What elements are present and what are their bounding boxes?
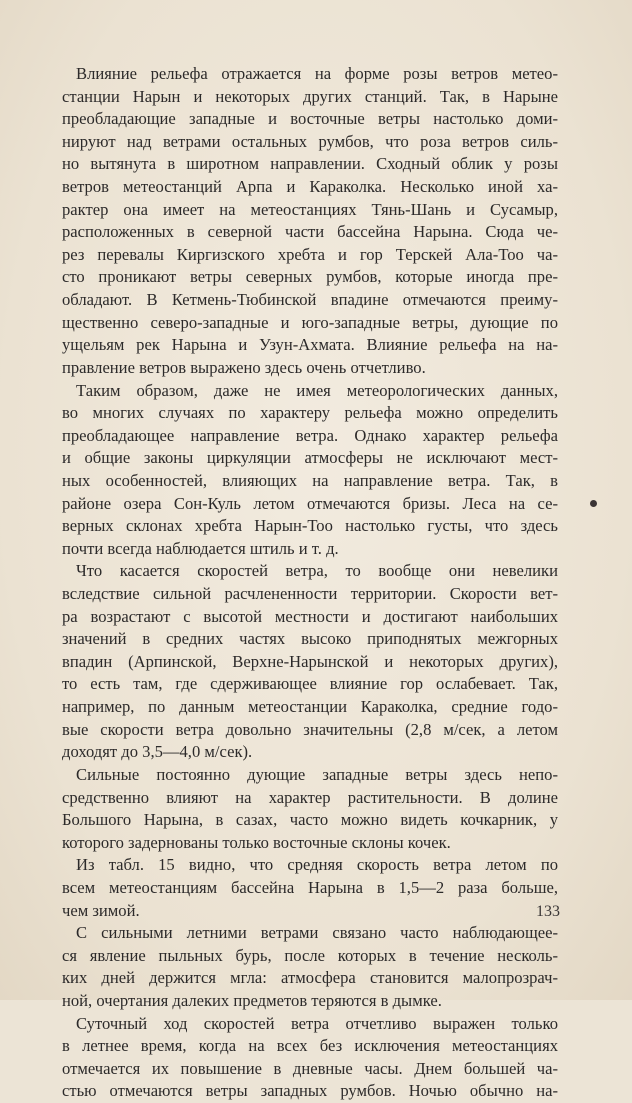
- page-number: 133: [536, 903, 560, 920]
- text-line: впадин (Арпинской, Верхне-Нарынской и некоторых других),: [62, 651, 558, 671]
- text-line: ных особенностей, влияющих на направление ветра. Так, в: [62, 470, 558, 490]
- text-line: рактер она имеет на метеостанциях Тянь-Шань и Сусамыр,: [62, 199, 558, 219]
- text-line: вследствие сильной расчлененности территории. Скорости вет-: [62, 584, 558, 604]
- text-line: щественно северо-западные и юго-западные ветры, дующие по: [62, 312, 558, 332]
- text-line: нируют над ветрами остальных румбов, что роза ветров силь-: [62, 131, 558, 151]
- text-line: во многих случаях по характеру рельефа можно определить: [62, 403, 558, 423]
- text-line: доходят до 3,5—4,0 м/сек).: [62, 742, 253, 762]
- text-line: отмечается их повышение в дневные часы. Днем большей ча-: [62, 1058, 558, 1078]
- text-line: ся явление пыльных бурь, после которых в течение несколь-: [62, 945, 558, 965]
- text-line: станции Нарын и некоторых других станций. Так, в Нарыне: [62, 86, 558, 106]
- text-line: Суточный ход скоростей ветра отчетливо выражен только: [76, 1013, 558, 1033]
- body-text: [62, 63, 558, 1103]
- text-line: правление ветров выражено здесь очень отчетливо.: [62, 357, 426, 377]
- text-line: ких дней держится мгла: атмосфера становится малопрозрач-: [62, 968, 558, 988]
- text-line: преобладающее направление ветра. Однако характер рельефа: [62, 425, 558, 445]
- text-line: Большого Нарына, в сазах, часто можно видеть кочкарник, у: [62, 810, 558, 830]
- text-line: рез перевалы Киргизского хребта и гор Терскей Ала-Тоо ча-: [62, 244, 558, 264]
- text-line: расположенных в северной части бассейна Нарына. Сюда че-: [62, 222, 558, 242]
- text-line: и общие законы циркуляции атмосферы не исключают мест-: [62, 448, 558, 468]
- text-line: обладают. В Кетмень-Тюбинской впадине отмечаются преиму-: [62, 290, 558, 310]
- text-line: районе озера Сон-Куль летом отмечаются бризы. Леса на се-: [62, 493, 558, 513]
- text-line: которого задернованы только восточные склоны кочек.: [62, 832, 451, 852]
- text-line: Сильные постоянно дующие западные ветры здесь непо-: [76, 764, 558, 784]
- text-line: верных склонах хребта Нарын-Тоо настолько густы, что здесь: [62, 516, 558, 536]
- text-line: вые скорости ветра довольно значительны (2,8 м/сек, а летом: [62, 719, 558, 739]
- text-line: значений в средних частях высоко приподнятых межгорных: [62, 629, 558, 649]
- text-line: Таким образом, даже не имея метеорологических данных,: [76, 380, 558, 400]
- ink-speck: [590, 500, 597, 507]
- text-line: чем зимой.: [62, 900, 140, 920]
- text-line: в летнее время, когда на всех без исключения метеостанциях: [62, 1036, 558, 1056]
- text-line: ра возрастают с высотой местности и достигают наибольших: [62, 606, 558, 626]
- text-line: Влияние рельефа отражается на форме розы ветров метео-: [76, 64, 558, 83]
- text-line: Из табл. 15 видно, что средняя скорость ветра летом по: [76, 855, 558, 875]
- text-line: то есть там, где сдерживающее влияние гор ослабевает. Так,: [62, 674, 558, 694]
- text-line: всем метеостанциям бассейна Нарына в 1,5—2 раза больше,: [62, 877, 558, 897]
- text-line: почти всегда наблюдается штиль и т. д.: [62, 538, 339, 558]
- text-line: сто проникают ветры северных румбов, которые иногда пре-: [62, 267, 558, 287]
- text-line: преобладающие западные и восточные ветры настолько доми-: [62, 109, 558, 129]
- text-line: ущельям рек Нарына и Узун-Ахмата. Влияние рельефа на на-: [62, 335, 558, 355]
- text-line: стью отмечаются ветры западных румбов. Ночью обычно на-: [62, 1081, 558, 1101]
- text-line: С сильными летними ветрами связано часто наблюдающее-: [76, 923, 558, 943]
- text-line: ной, очертания далеких предметов теряются в дымке.: [62, 990, 442, 1010]
- text-line: Что касается скоростей ветра, то вообще они невелики: [76, 561, 558, 581]
- text-line: средственно влияют на характер растительности. В долине: [62, 787, 558, 807]
- text-line: но вытянута в широтном направлении. Сходный облик у розы: [62, 154, 558, 174]
- text-line: например, по данным метеостанции Караколка, средние годо-: [62, 697, 558, 717]
- text-line: ветров метеостанций Арпа и Караколка. Несколько иной ха-: [62, 177, 558, 197]
